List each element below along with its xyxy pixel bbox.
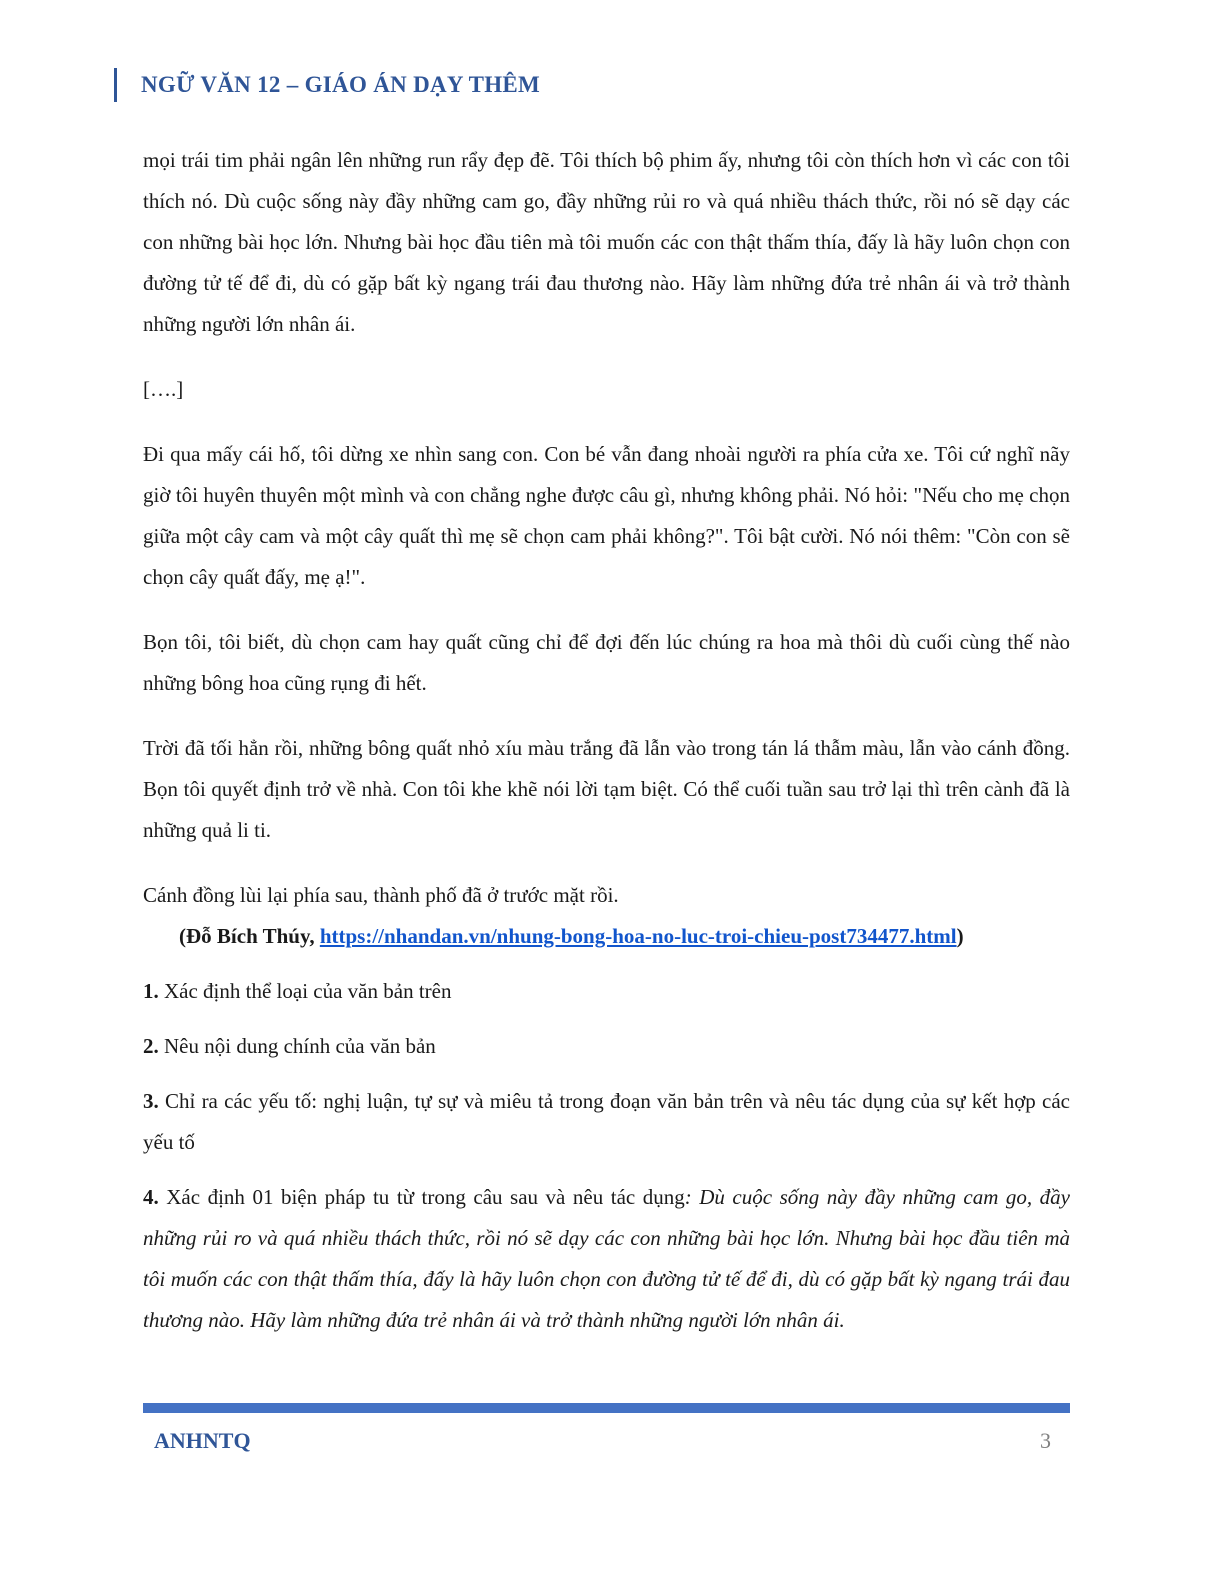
page-header	[114, 66, 540, 104]
paragraph: Bọn tôi, tôi biết, dù chọn cam hay quất cũng chỉ để đợi đến lúc chúng ra hoa mà thôi dù cuối cùng thế nào những bông hoa cũng rụng đi hết.	[143, 630, 1070, 695]
question-number: 1.	[143, 979, 159, 1003]
question-quote: : Dù cuộc sống này đầy những cam go, đầy những rủi ro và quá nhiều thách thức, rồi nó sẽ dạy các con những bài học lớn. Nhưng bài học đầu tiên mà tôi muốn các con thật thấm thía, đấy là hãy luôn chọn con đường tử tế để đi, dù có gặp bất kỳ ngang trái đau thương nào. Hãy làm những đứa trẻ nhân ái và trở thành những người lớn nhân ái.	[143, 1185, 1071, 1332]
question-text: Xác định 01 biện pháp tu từ trong câu sau và nêu tác dụng	[158, 1185, 685, 1209]
paragraph: Trời đã tối hẳn rồi, những bông quất nhỏ xíu màu trắng đã lẫn vào trong tán lá thẫm màu, lẫn vào cánh đồng. Bọn tôi quyết định trở về nhà. Con tôi khe khẽ nói lời tạm biệt. Có thể cuối tuần sau trở lại thì trên cành đã là những quả li ti.	[143, 736, 1070, 842]
source-author: (Đỗ Bích Thúy,	[179, 924, 320, 948]
paragraph: Đi qua mấy cái hố, tôi dừng xe nhìn sang con. Con bé vẫn đang nhoài người ra phía cửa xe. Tôi cứ nghĩ nãy giờ tôi huyên thuyên một mình và con chẳng nghe được câu gì, nhưng không phải. Nó hỏi: "Nếu cho mẹ chọn giữa một cây cam và một cây quất thì mẹ sẽ chọn cam phải không?". Tôi bật cười. Nó nói thêm: "Còn con sẽ chọn cây quất đấy, mẹ ạ!".	[143, 442, 1070, 589]
question-2	[143, 1026, 1070, 1067]
question-text: Nêu nội dung chính của văn bản	[158, 1034, 436, 1058]
source-close: )	[956, 924, 964, 948]
paragraph: Cánh đồng lùi lại phía sau, thành phố đã ở trước mặt rồi.	[143, 883, 619, 907]
ellipsis-paragraph: [….]	[143, 377, 184, 401]
footer-divider	[143, 1403, 1070, 1413]
page-number: 3	[1040, 1428, 1051, 1453]
footer-author: ANHNTQ	[154, 1428, 251, 1453]
question-3	[143, 1081, 1070, 1163]
question-4	[143, 1177, 1070, 1341]
source-citation	[143, 916, 1070, 957]
source-link[interactable]: https://nhandan.vn/nhung-bong-hoa-no-luc-troi-chieu-post734477.html	[319, 924, 957, 948]
header-title: NGỮ VĂN 12 – GIÁO ÁN DẠY THÊM	[141, 72, 541, 97]
question-number: 2.	[143, 1034, 159, 1058]
question-number: 3.	[143, 1089, 159, 1113]
question-text: Chỉ ra các yếu tố: nghị luận, tự sự và miêu tả trong đoạn văn bản trên và nêu tác dụng của sự kết hợp các yếu tố	[143, 1089, 1070, 1154]
question-number: 4.	[143, 1185, 159, 1209]
question-1	[143, 971, 1070, 1012]
document-body	[143, 140, 1070, 1341]
question-text: Xác định thể loại của văn bản trên	[158, 979, 452, 1003]
paragraph: mọi trái tim phải ngân lên những run rẩy đẹp đẽ. Tôi thích bộ phim ấy, nhưng tôi còn thích hơn vì các con tôi thích nó. Dù cuộc sống này đầy những cam go, đầy những rủi ro và quá nhiều thách thức, rồi nó sẽ dạy các con những bài học lớn. Nhưng bài học đầu tiên mà tôi muốn các con thật thấm thía, đấy là hãy luôn chọn con đường tử tế để đi, dù có gặp bất kỳ ngang trái đau thương nào. Hãy làm những đứa trẻ nhân ái và trở thành những người lớn nhân ái.	[143, 148, 1070, 336]
header-accent-bar	[114, 68, 117, 102]
